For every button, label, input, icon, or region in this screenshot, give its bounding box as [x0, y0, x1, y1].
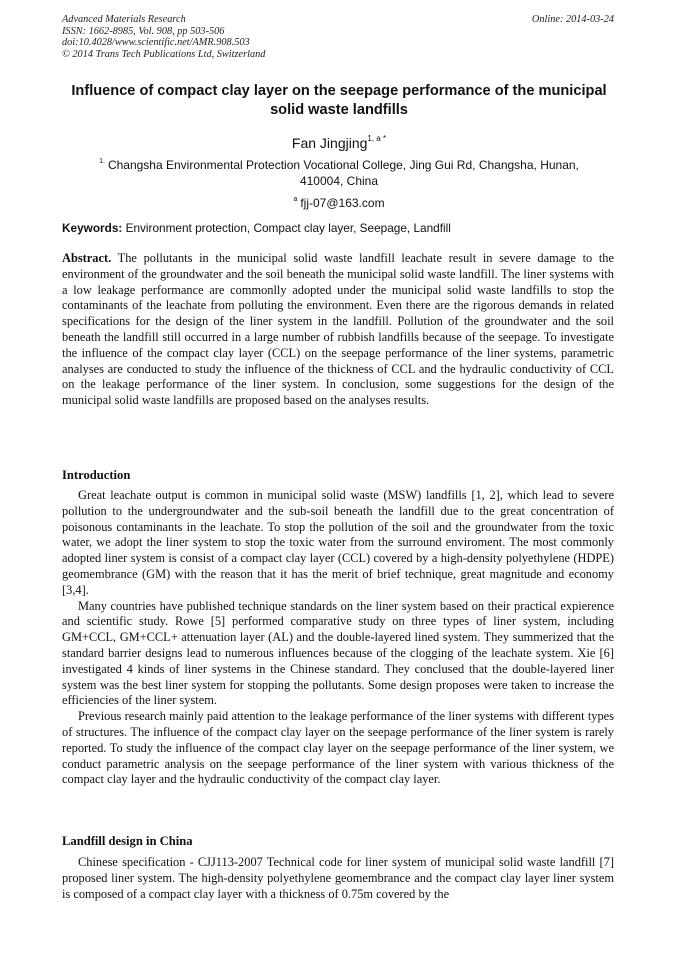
email-superscript: a — [293, 196, 298, 203]
doi-line: doi:10.4028/www.scientific.net/AMR.908.503 — [62, 37, 250, 48]
keywords — [62, 221, 614, 236]
author-line — [0, 130, 678, 152]
paragraph: Great leachate output is common in municipal solid waste (MSW) landfills [1, 2], which lead to severe pollution to the undergroundwater and the sub-soil beneath the landfill due to the great concentration of poisonous contaminants in the leachate. To stop the pollution of the soil and the groundwater from the toxic water, we adopt the liner system to stop the toxic water from the surround enviroment. The most commonly adopted liner system is consist of a compact clay layer (CCL) covered by a high-density polyethylene (HDPE) geomembrance (GM) with the reason that it has the merit of brief technique, great magnitude and economy [3,4]. — [62, 488, 614, 597]
copyright-line: © 2014 Trans Tech Publications Ltd, Switzerland — [62, 48, 266, 60]
landfill-design-section — [62, 855, 614, 902]
author-name: Fan Jingjing — [291, 135, 368, 151]
online-date: Online: 2014-03-24 — [531, 14, 614, 25]
affiliation-text: Changsha Environmental Protection Vocational College, Jing Gui Rd, Changsha, Hunan, 410004, China — [107, 158, 579, 188]
affiliation — [80, 154, 598, 189]
journal-info — [62, 14, 265, 60]
keywords-label: Keywords: — [62, 221, 123, 235]
keywords-text: Environment protection, Compact clay layer, Seepage, Landfill — [125, 221, 451, 235]
abstract — [62, 251, 614, 409]
introduction-heading: Introduction — [62, 468, 131, 482]
affiliation-superscript: 1. — [99, 158, 105, 165]
email-address[interactable]: fjj-07@163.com — [300, 196, 385, 210]
abstract-label: Abstract. — [62, 251, 112, 265]
landfill-design-heading: Landfill design in China — [62, 834, 193, 848]
email-line — [0, 192, 678, 211]
paragraph: Chinese specification - CJJ113-2007 Technical code for liner system of municipal solid waste landfill [7] proposed liner system. The high-density polyethylene geomembrance and the compact clay layer liner system is composed of a compact clay layer with a thickness of 0.75m covered by the — [62, 855, 614, 901]
abstract-text: The pollutants in the municipal solid waste landfill leachate result in severe damage to the environment of the groundwater and the soil beneath the municipal solid waste landfill. The liner systems with a low leakage performance are commonlly adopted under the municipal solid waste landfills to stop the contaminants of the leachate from polluting the environment. Even there are the rigorous demands in related specifications for the design of the liner system in the landfill. Pollution of the groundwater and the soil beneath the landfill still occurred in a large number of rubbish landfills because of the seepage. To investigate the influence of the compact clay layer (CCL) on the seepage performance of the liner systems, parametric analyses are conducted to study the influence of the thickness of CCL and the hydraulic conductivity of CCL on the leakage performance of the liner system. In conclusion, some suggestions for the design of the municipal solid waste landfills are proposed based on the analyses results. — [62, 251, 614, 408]
author-superscript: 1, a * — [367, 134, 387, 143]
introduction-section — [62, 488, 614, 788]
paragraph: Many countries have published technique standards on the liner system based on their practical expierence and scientific study. Rowe [5] performed comparative study on three types of liner system, including GM+CCL, GM+CCL+ attenuation layer (AL) and the double-layered lined system. They summerized that the standard barrier designs lead to numerous influences because of the clogging of the leachate system. Xie [6] investigated 4 kinds of liner systems in the Chinese standard. They conclused that the double-layered liner system was the best liner system for stopping the pollutants. Some design proposes were taken to increase the efficiencies of the liner system. — [62, 598, 614, 708]
issn-line: ISSN: 1662-8985, Vol. 908, pp 503-506 — [62, 25, 225, 37]
journal-name: Advanced Materials Research — [62, 14, 186, 25]
paper-title: Influence of compact clay layer on the seepage performance of the municipal solid waste landfills — [71, 83, 607, 118]
paragraph: Previous research mainly paid attention to the leakage performance of the liner systems with different types of structures. The influence of the compact clay layer on the seepage performance of the liner system is rarely reported. To study the influence of the compact clay layer on the seepage performance of the liner system, we conduct parametric analysis on the seepage performance of the liner system with various thickness of the compact clay layer and the hydraulic conductivity of the compact clay layer. — [62, 709, 614, 787]
